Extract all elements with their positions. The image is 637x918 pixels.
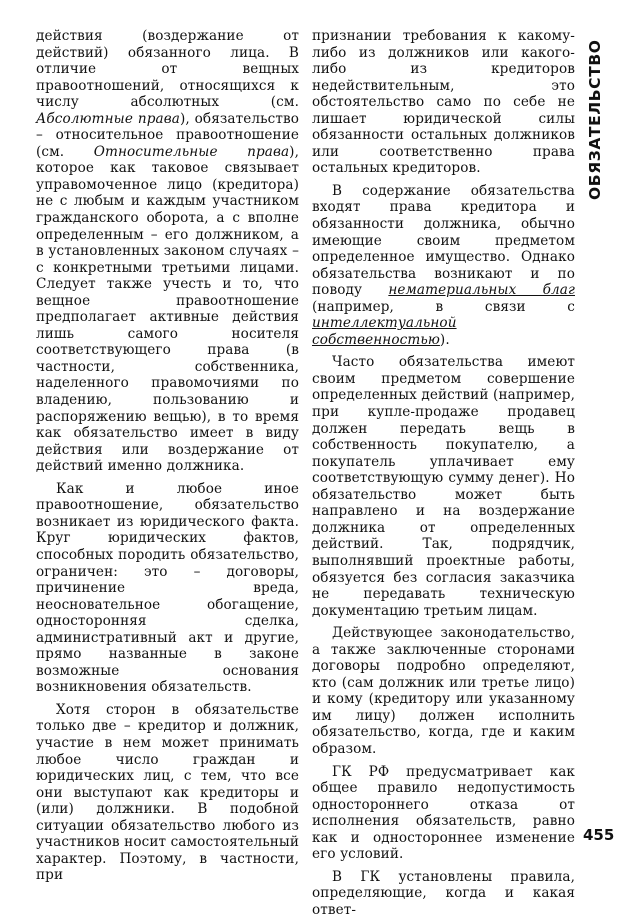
page-number: 455 [583, 826, 615, 844]
paragraph: Хотя сторон в обязательстве только две – кредитор и должник, участие в нем может принимать любое число граждан и юридических лиц, с тем, что все они выступают как кредиторы и (или) должники. В подобной ситуации обязательство любого из участников носит самостоятельный характер. Поэтому, в частности, при [36, 701, 299, 884]
paragraph: признании требования к какому-либо из должников или какого-либо из кредиторов недействительным, это обстоятельство само по себе не лишает юридической силы обязанности остальных должников или соответственно права остальных кредиторов. [312, 28, 575, 177]
paragraph: Как и любое иное правоотношение, обязательство возникает из юридического факта. Круг юридических фактов, способных породить обязательство, ограничен: это – договоры, причинение вреда, неосновательное обогащение, односторонняя сделка, административный акт и другие, прямо названные в законе возможные основания возникновения обязательств. [36, 480, 299, 696]
right-column [312, 28, 575, 918]
cross-reference: Относительные права [93, 143, 290, 160]
paragraph: ГК РФ предусматривает как общее правило недопустимость одностороннего отказа от исполнения обязательств, равно как и одностороннее изменение его условий. [312, 763, 575, 863]
cross-reference: Абсолютные права [36, 110, 180, 127]
paragraph: Часто обязательства имеют своим предметом совершение определенных действий (например, при купле-продаже продавец должен передать вещь в собственность покупателю, а покупатель уплачивает ему соответствующую сумму денег). Но обязательство может быть направлено и на воздержание должника от определенных действий. Так, подрядчик, выполнявший проектные работы, обязуется без согласия заказчика не передавать техническую документацию третьим лицам. [312, 354, 575, 619]
cross-reference: интеллектуальной собственностью [312, 315, 457, 348]
running-header: ОБЯЗАТЕЛЬСТВО [586, 39, 604, 200]
paragraph: действия (воздержание от действий) обязанного лица. В отличие от вещных правоотношений, относящихся к числу абсолютных (см. Абсолютные права), обязательство – относительное правоотношение (см. Относительные права), которое как таковое связывает управомоченное лицо (кредитора) не с любым и каждым участником гражданского оборота, а с вполне определенным – его должником, а в установленных законом случаях – с конкретными третьими лицами. Следует также учесть и то, что вещное правоотношение предполагает активные действия лишь самого носителя соответствующего права (в частности, собственника, наделенного правомочиями по владению, пользованию и распоряжению вещью), в то время как обязательство имеет в виду действия или воздержание от действий именно должника. [36, 28, 299, 475]
paragraph: В содержание обязательства входят права кредитора и обязанности должника, обычно имеющие своим предметом определенное имущество. Однако обязательства возникают и по поводу нематериальных благ (например, в связи с интеллектуальной собственностью). [312, 182, 575, 348]
left-column [36, 28, 299, 884]
cross-reference: нематериальных благ [388, 282, 575, 299]
paragraph: В ГК установлены правила, определяющие, когда и какая ответ- [312, 868, 575, 918]
paragraph: Действующее законодательство, а также заключенные сторонами договоры подробно определяют, кто (сам должник или третье лицо) и кому (кредитору или указанному им лицу) должен исполнить обязательство, когда, где и каким образом. [312, 625, 575, 757]
